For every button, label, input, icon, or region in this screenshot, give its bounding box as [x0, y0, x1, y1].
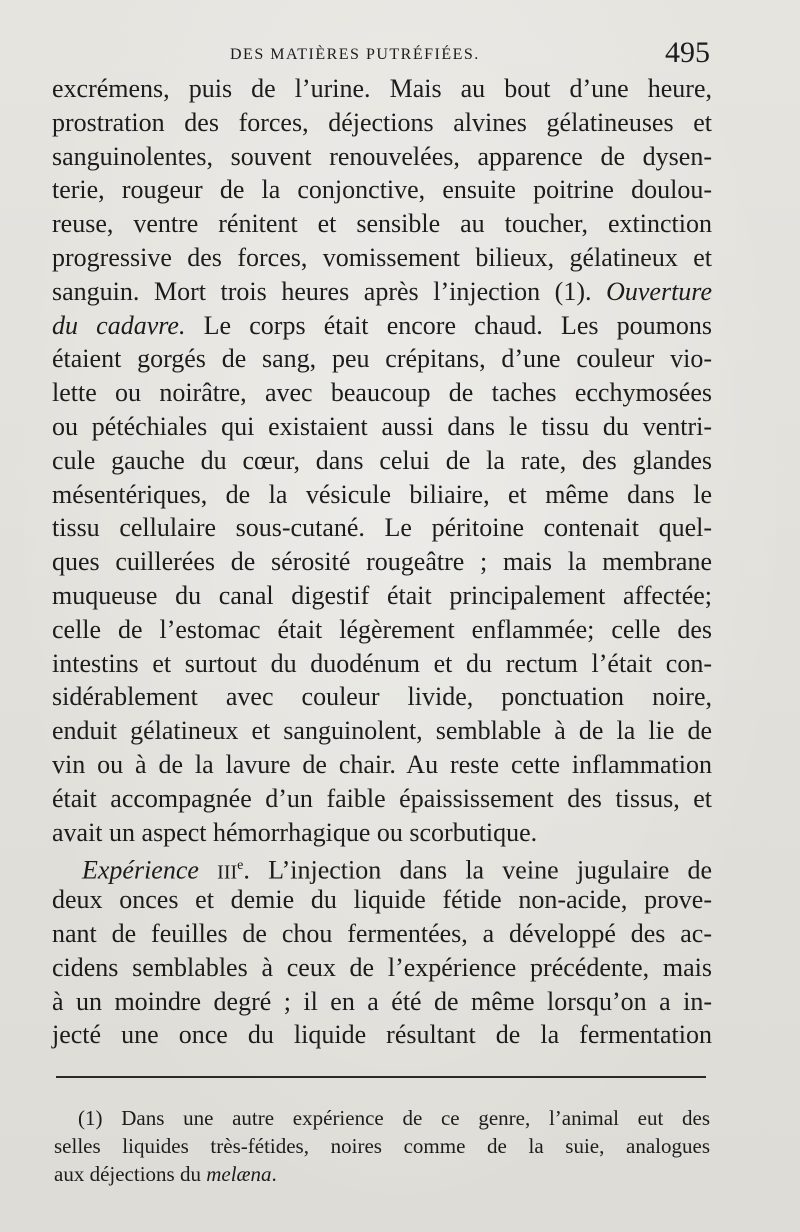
text-line: cule gauche du cœur, dans celui de la rate, des glandes	[52, 445, 712, 475]
footnote-line: selles liquides très-fétides, noires comme de la suie, analogues	[54, 1134, 710, 1158]
italic-heading: Ouverture	[606, 276, 713, 306]
text-line: sanguinolentes, souvent renouvelées, apparence de dysen-	[52, 141, 712, 171]
footnote-line: (1) Dans une autre expérience de ce genre, l’animal eut des	[78, 1106, 710, 1130]
text-line	[52, 849, 712, 883]
text-line: terie, rougeur de la conjonctive, ensuite poitrine doulou-	[52, 175, 712, 205]
text-line: muqueuse du canal digestif était principalement affectée;	[52, 580, 712, 610]
text-line: ques cuillerées de sérosité rougeâtre ; mais la membrane	[52, 547, 712, 577]
text-line: progressive des forces, vomissement bilieux, gélatineux et	[52, 242, 712, 272]
text-segment: aux déjections du	[54, 1162, 201, 1186]
text-segment: . L’injection dans la veine jugulaire de	[243, 855, 713, 885]
footnote	[54, 1104, 710, 1188]
text-segment: sanguin. Mort trois heures après l’injection (1).	[52, 276, 592, 306]
text-line: deux onces et demie du liquide fétide non-acide, prove-	[52, 885, 712, 915]
running-title: DES MATIÈRES PUTRÉFIÉES.	[230, 46, 480, 63]
text-line: reuse, ventre rénitent et sensible au toucher, extinction	[52, 209, 712, 239]
text-line: excrémens, puis de l’urine. Mais au bout d’une heure,	[52, 74, 712, 103]
text-line: nant de feuilles de chou fermentées, a développé des ac-	[52, 918, 712, 948]
text-line: enduit gélatineux et sanguinolent, semblable à de la lie de	[52, 716, 712, 746]
footnote-rule	[56, 1076, 706, 1078]
italic-heading: Expérience	[82, 855, 199, 885]
text-line: vin ou à de la lavure de chair. Au reste cette inflammation	[52, 749, 712, 779]
text-line: étaient gorgés de sang, peu crépitans, d’une couleur vio-	[52, 344, 712, 374]
roman-numeral: III	[217, 861, 238, 884]
italic-heading: du cadavre.	[52, 310, 186, 340]
text-line: à un moindre degré ; il en a été de même lorsqu’on a in-	[52, 986, 712, 1016]
superscript: e	[237, 858, 244, 874]
text-line: ou pétéchiales qui existaient aussi dans le tissu du ventri-	[52, 411, 712, 441]
text-segment: Le corps était encore chaud. Les poumons	[203, 310, 712, 340]
text-line: était accompagnée d’un faible épaississement des tissus, et	[52, 783, 712, 813]
text-line: avait un aspect hémorrhagique ou scorbutique.	[52, 817, 538, 847]
text-line: intestins et surtout du duodénum et du rectum l’était con-	[52, 648, 712, 678]
body-text	[52, 72, 712, 1052]
text-line: sidérablement avec couleur livide, ponctuation noire,	[52, 682, 712, 712]
text-line: lette ou noirâtre, avec beaucoup de taches ecchymosées	[52, 378, 712, 408]
text-line: cidens semblables à ceux de l’expérience précédente, mais	[52, 952, 712, 982]
text-segment: .	[271, 1162, 277, 1186]
italic-term: melæna	[206, 1162, 272, 1186]
page-number: 495	[665, 36, 710, 69]
text-line: prostration des forces, déjections alvines gélatineuses et	[52, 107, 712, 137]
text-line: jecté une once du liquide résultant de la fermentation	[52, 1020, 712, 1050]
text-line: tissu cellulaire sous-cutané. Le péritoine contenait quel-	[52, 513, 712, 543]
text-line	[52, 275, 712, 309]
text-line: mésentériques, de la vésicule biliaire, et même dans le	[52, 479, 712, 509]
text-line	[52, 309, 712, 343]
footnote-line	[54, 1160, 710, 1188]
text-line: celle de l’estomac était légèrement enflammée; celle des	[52, 614, 712, 644]
